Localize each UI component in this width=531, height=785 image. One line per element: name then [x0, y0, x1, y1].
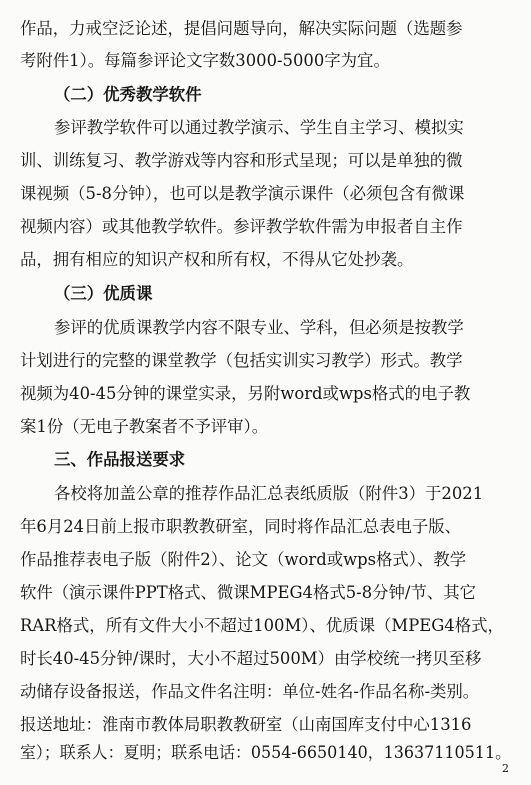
page-number: 2 [502, 762, 509, 775]
body-text-line: 报送地址：淮南市教体局职教教研室（山南国库支付中心1316 [20, 715, 472, 734]
body-text-line: RAR格式，所有文件大小不超过100M）、优质课（MPEG4格式， [20, 616, 504, 635]
body-text-line: 训、训练复习、教学游戏等内容和形式呈现；可以是单独的微 [20, 151, 463, 170]
body-text-line: 动储存设备报送，作品文件名注明：单位-姓名-作品名称-类别。 [20, 682, 480, 701]
body-text-line: 室）；联系人：夏明；联系电话：0554-6650140，13637110511。 [20, 743, 511, 762]
body-text-line: 各校将加盖公章的推荐作品汇总表纸质版（附件3）于2021 [54, 484, 484, 503]
section-heading: 三、作品报送要求 [54, 450, 186, 469]
body-text-line: 课视频（5-8分钟），也可以是教学演示课件（必须包含有微课 [20, 184, 465, 203]
body-text-line: 参评教学软件可以通过教学演示、学生自主学习、模拟实 [54, 118, 464, 137]
body-text-line: 视频内容）或其他教学软件。参评教学软件需为申报者自主作 [20, 217, 463, 236]
body-text-line: 时长40-45分钟/课时，大小不超过500M）由学校统一拷贝至移 [20, 649, 482, 668]
body-text-line: 品，拥有相应的知识产权和所有权，不得从它处抄袭。 [20, 250, 414, 269]
body-text-line: 参评的优质课教学内容不限专业、学科，但必须是按教学 [54, 318, 464, 337]
body-text-line: 年6月24日前上报市职教教研室，同时将作品汇总表电子版、 [20, 517, 462, 536]
body-text-line: 考附件1）。每篇参评论文字数3000-5000字为宜。 [20, 51, 390, 70]
body-text-line: 计划进行的完整的课堂教学（包括实训实习教学）形式。教学 [20, 351, 463, 370]
body-text-line: 案1份（无电子教案者不予评审）。 [20, 417, 269, 436]
section-heading: （二）优秀教学软件 [54, 85, 202, 104]
section-heading: （三）优质课 [54, 284, 153, 303]
body-text-line: 视频为40-45分钟的课堂实录，另附word或wps格式的电子教 [20, 384, 471, 403]
body-text-line: 软件（演示课件PPT格式、微课MPEG4格式5-8分钟/节、其它 [20, 583, 477, 602]
body-text-line: 作品，力戒空泛论述，提倡问题导向，解决实际问题（选题参 [20, 19, 463, 38]
body-text-line: 作品推荐表电子版（附件2）、论文（word或wps格式）、教学 [20, 550, 467, 569]
